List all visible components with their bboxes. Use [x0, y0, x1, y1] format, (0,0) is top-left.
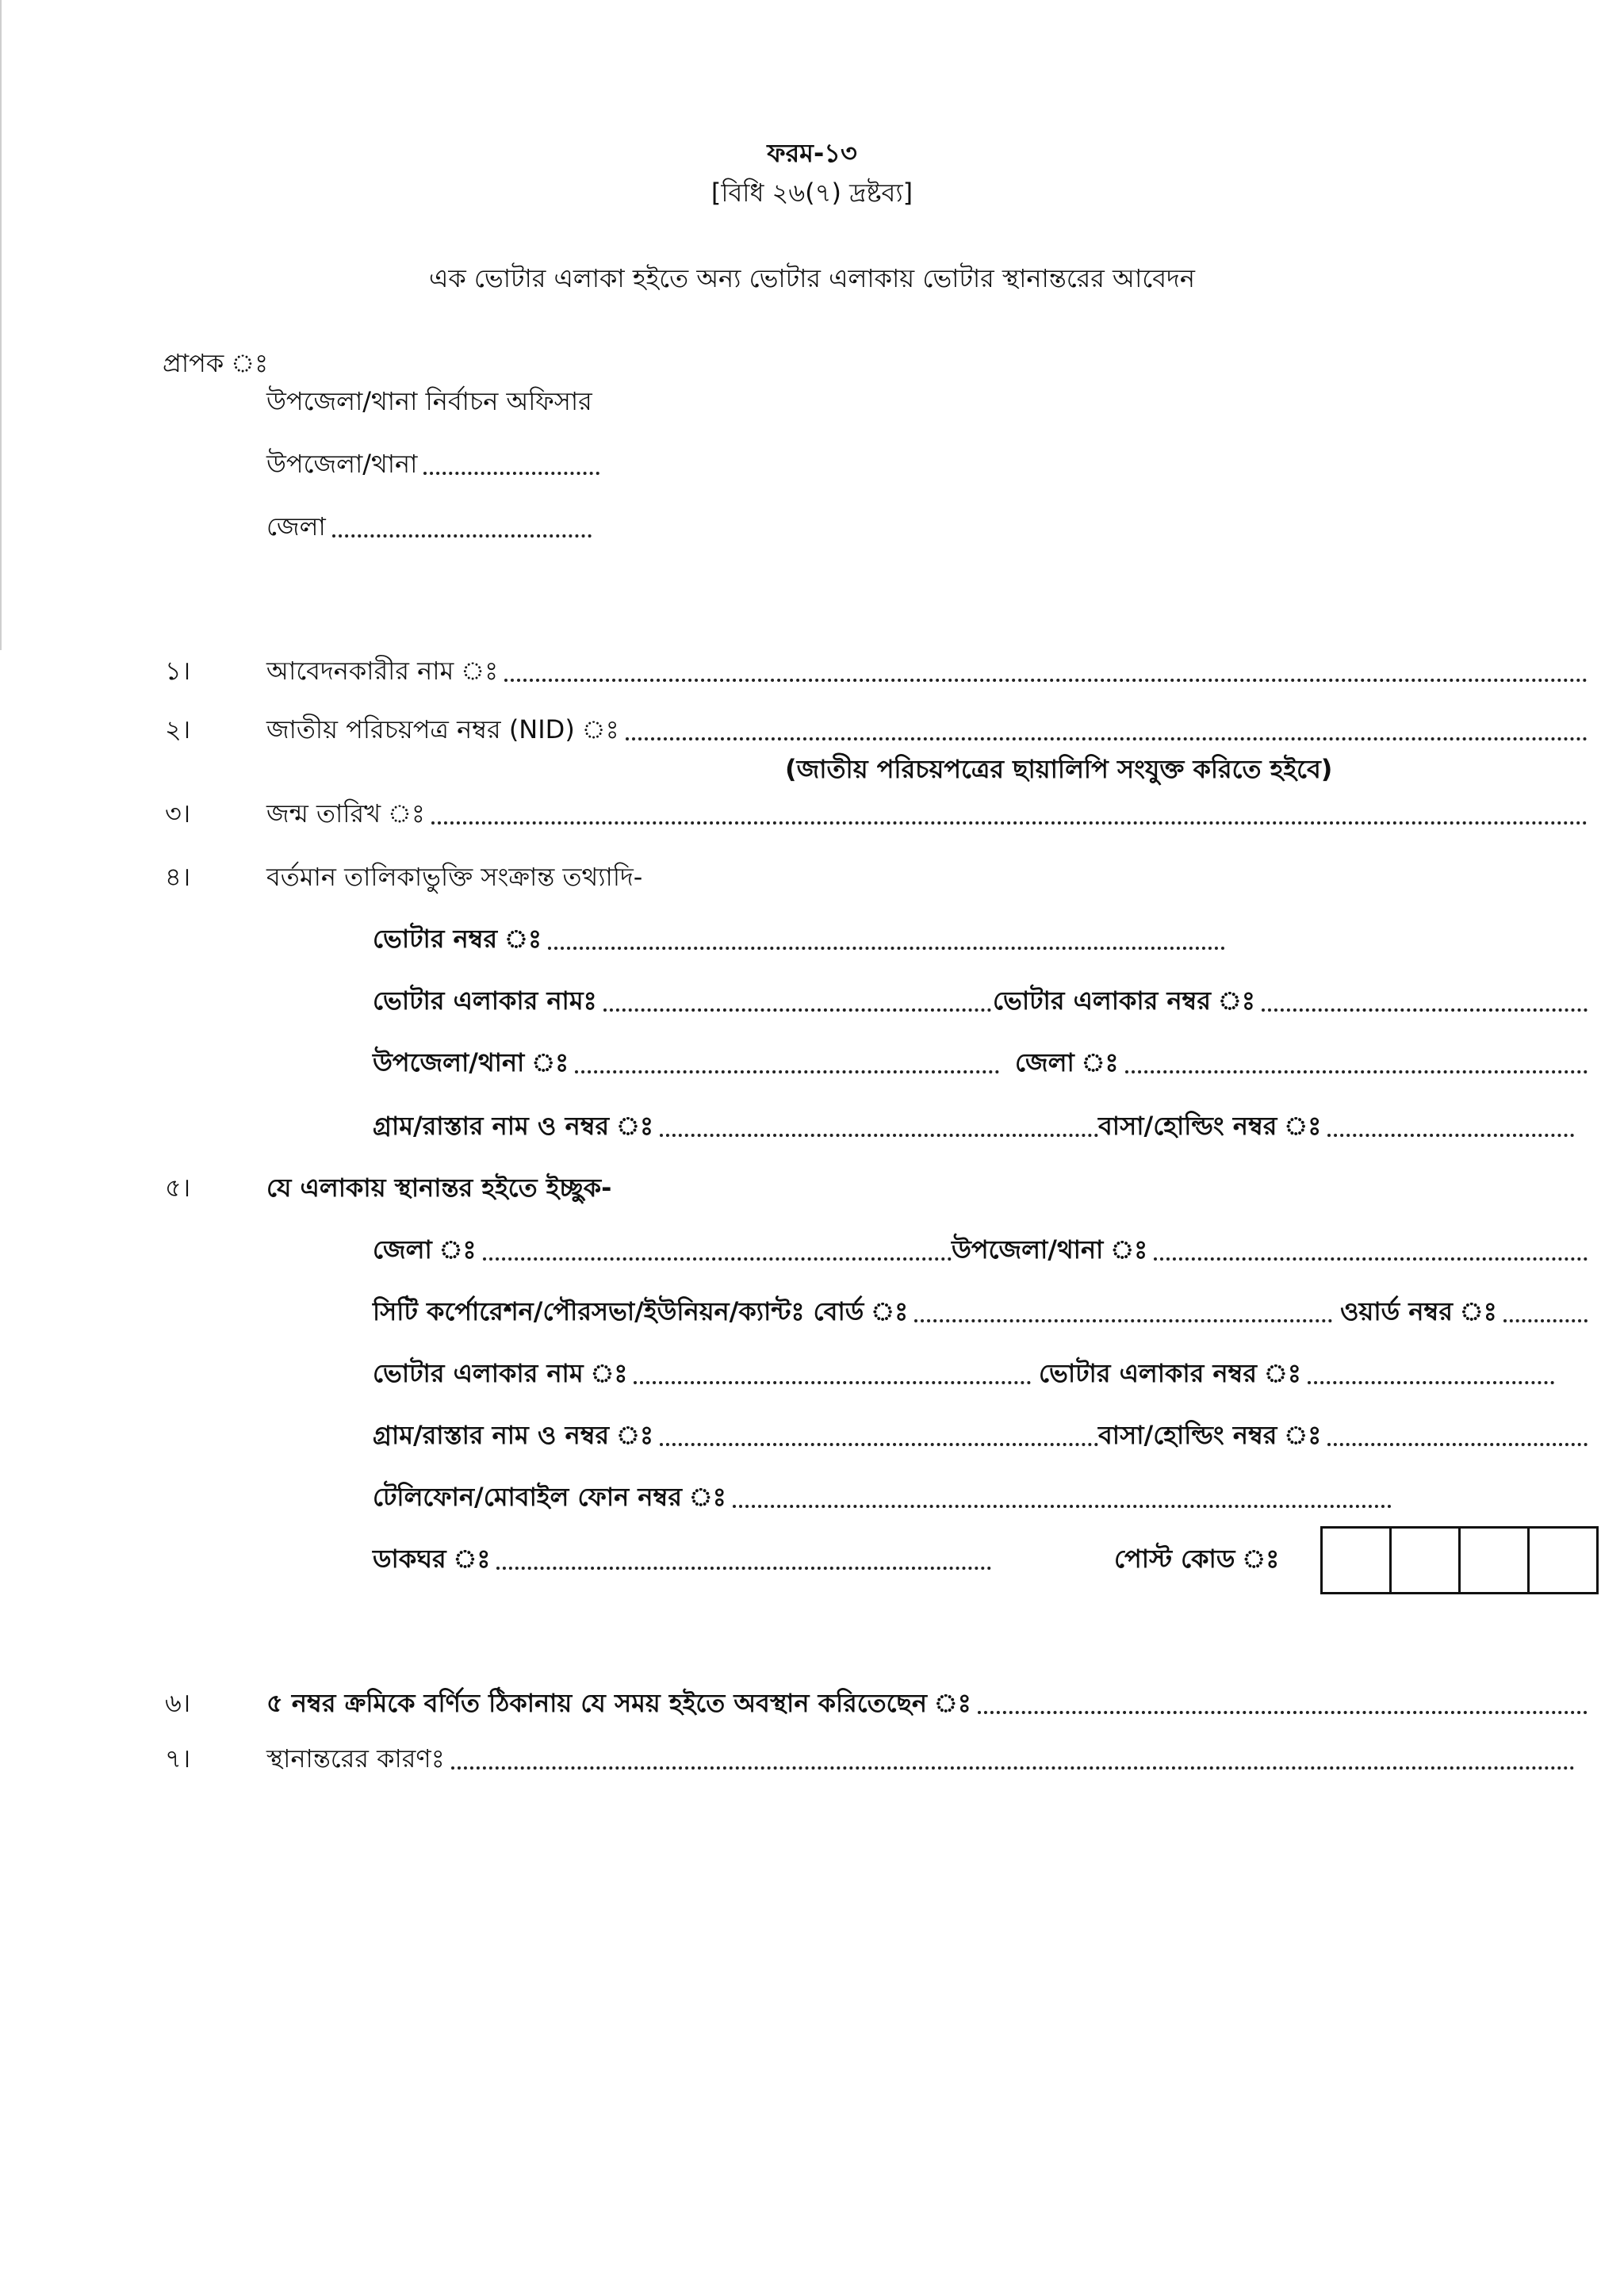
current-upazila-field[interactable] — [373, 1045, 999, 1080]
item-number-5: ৫। — [165, 1173, 191, 1203]
voter-number-field[interactable] — [373, 921, 1225, 956]
item-number-3: ৩। — [165, 798, 191, 828]
birth-date-field[interactable] — [266, 796, 1588, 831]
applicant-name-field[interactable] — [266, 653, 1588, 688]
applicant-name-label: আবেদনকারীর নাম ঃ — [266, 656, 499, 686]
new-ward-label: ওয়ার্ড নম্বর ঃ — [1340, 1296, 1497, 1326]
item-number-1: ১। — [165, 656, 191, 686]
new-ward-field[interactable] — [1340, 1294, 1588, 1329]
phone-field[interactable] — [373, 1479, 1392, 1514]
current-upazila-label: উপজেলা/থানা ঃ — [373, 1047, 569, 1077]
birth-date-label: জন্ম তারিখ ঃ — [266, 798, 425, 828]
post-code-digit-box[interactable] — [1392, 1529, 1461, 1592]
recipient-label: প্রাপক ঃ — [163, 348, 269, 378]
post-office-label: ডাকঘর ঃ — [373, 1544, 491, 1574]
recipient-upazila-label: উপজেলা/থানা — [266, 449, 418, 479]
transfer-reason-label: স্থানান্তরের কারণঃ — [266, 1743, 445, 1774]
post-code-digit-box[interactable] — [1461, 1529, 1530, 1592]
transfer-reason-field[interactable] — [266, 1741, 1575, 1776]
item-number-2: ২। — [165, 714, 191, 744]
new-area-number-label: ভোটার এলাকার নম্বর ঃ — [1039, 1358, 1301, 1388]
new-upazila-field[interactable] — [952, 1232, 1588, 1267]
recipient-district-field[interactable] — [266, 509, 592, 544]
new-village-field[interactable] — [373, 1418, 1098, 1452]
new-house-label: বাসা/হোল্ডিং নম্বর ঃ — [1098, 1420, 1322, 1450]
residence-since-field[interactable] — [266, 1686, 1588, 1720]
current-district-field[interactable] — [1015, 1045, 1588, 1080]
current-area-name-field[interactable] — [373, 983, 991, 1018]
post-code-boxes[interactable] — [1320, 1526, 1599, 1594]
transfer-area-heading: যে এলাকায় স্থানান্তর হইতে ইচ্ছুক- — [266, 1173, 612, 1203]
current-area-number-label: ভোটার এলাকার নম্বর ঃ — [993, 985, 1255, 1016]
recipient-officer: উপজেলা/থানা নির্বাচন অফিসার — [266, 386, 592, 416]
new-area-number-field[interactable] — [1039, 1356, 1554, 1391]
form-title: এক ভোটার এলাকা হইতে অন্য ভোটার এলাকায় ভোটার স্থানান্তরের আবেদন — [429, 263, 1195, 293]
nid-note: (জাতীয় পরিচয়পত্রের ছায়ালিপি সংযুক্ত করিতে হইবে) — [785, 754, 1333, 784]
phone-label: টেলিফোন/মোবাইল ফোন নম্বর ঃ — [373, 1482, 726, 1512]
post-code-digit-box[interactable] — [1530, 1529, 1596, 1592]
new-upazila-label: উপজেলা/থানা ঃ — [952, 1234, 1148, 1265]
item-number-4: ৪। — [165, 862, 191, 892]
current-village-label: গ্রাম/রাস্তার নাম ও নম্বর ঃ — [373, 1111, 654, 1141]
current-enrollment-heading: বর্তমান তালিকাভুক্তি সংক্রান্ত তথ্যাদি- — [266, 862, 643, 892]
post-code-label: পোস্ট কোড ঃ — [1114, 1544, 1280, 1574]
new-city-label: সিটি কর্পোরেশন/পৌরসভা/ইউনিয়ন/ক্যান্টঃ বোর্ড ঃ — [373, 1296, 909, 1326]
rule-reference: [বিধি ২৬(৭) দ্রষ্টব্য] — [710, 178, 914, 208]
new-village-label: গ্রাম/রাস্তার নাম ও নম্বর ঃ — [373, 1420, 654, 1450]
item-number-7: ৭। — [165, 1743, 191, 1774]
recipient-upazila-field[interactable] — [266, 446, 599, 481]
nid-field[interactable] — [266, 712, 1588, 747]
new-house-field[interactable] — [1098, 1418, 1588, 1452]
new-area-name-field[interactable] — [373, 1356, 1031, 1391]
residence-since-label: ৫ নম্বর ক্রমিকে বর্ণিত ঠিকানায় যে সময় হইতে অবস্থান করিতেছেন ঃ — [266, 1688, 971, 1718]
current-house-label: বাসা/হোল্ডিং নম্বর ঃ — [1098, 1111, 1322, 1141]
nid-label: জাতীয় পরিচয়পত্র নম্বর (NID) ঃ — [266, 714, 619, 744]
new-area-name-label: ভোটার এলাকার নাম ঃ — [373, 1358, 628, 1388]
new-district-field[interactable] — [373, 1232, 952, 1267]
current-house-field[interactable] — [1098, 1108, 1574, 1143]
form-number: ফরম-১৩ — [767, 138, 857, 168]
post-office-field[interactable] — [373, 1541, 991, 1576]
current-area-number-field[interactable] — [993, 983, 1588, 1018]
voter-number-label: ভোটার নম্বর ঃ — [373, 924, 542, 954]
current-area-name-label: ভোটার এলাকার নামঃ — [373, 985, 597, 1016]
post-code-digit-box[interactable] — [1323, 1529, 1392, 1592]
current-district-label: জেলা ঃ — [1015, 1047, 1119, 1077]
recipient-district-label: জেলা — [266, 511, 326, 541]
new-district-label: জেলা ঃ — [373, 1234, 477, 1265]
item-number-6: ৬। — [165, 1688, 191, 1718]
scan-edge — [0, 0, 2, 650]
new-city-field[interactable] — [373, 1294, 1332, 1329]
current-village-field[interactable] — [373, 1108, 1098, 1143]
